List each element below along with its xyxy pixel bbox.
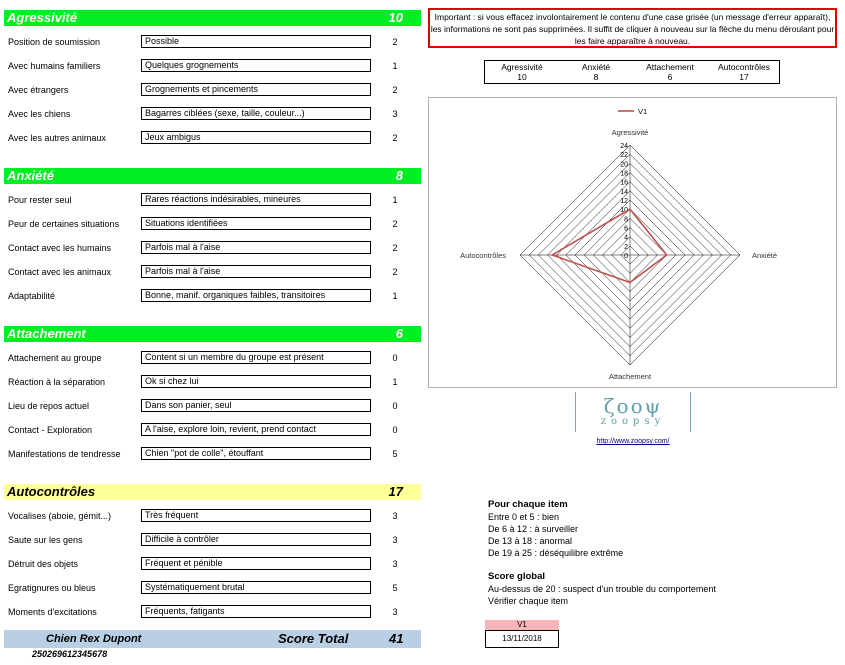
item-points: 5 (392, 583, 398, 593)
item-label: Egratignures ou bleus (8, 583, 96, 593)
item-dropdown[interactable]: Fréquents, fatigants (141, 605, 371, 618)
item-dropdown[interactable]: Grognements et pincements (141, 83, 371, 96)
item-row (0, 351, 421, 365)
item-dropdown[interactable]: Jeux ambigus (141, 131, 371, 144)
item-row (0, 399, 421, 413)
item-row (0, 289, 421, 303)
item-label: Adaptabilité (8, 291, 56, 301)
item-label: Attachement au groupe (8, 353, 102, 363)
radar-tick-label: 8 (624, 216, 628, 224)
section-header (4, 10, 421, 26)
summary-autocontroles: Autocontrôles 17 (718, 62, 770, 82)
radar-tick-label: 24 (620, 143, 628, 150)
item-points: 3 (392, 559, 398, 569)
legend-title-items: Pour chaque item (488, 499, 568, 510)
radar-tick-label: 22 (620, 152, 628, 160)
radar-tick-label: 2 (624, 243, 628, 251)
logo-url-link[interactable]: http://www.zoopsy.com/ (596, 438, 670, 445)
section-title: Autocontrôles (7, 484, 96, 499)
legend-line: Entre 0 et 5 : bien (488, 512, 560, 522)
item-row (0, 265, 421, 279)
summary-table (484, 60, 780, 84)
item-label: Avec les chiens (8, 109, 71, 119)
item-label: Manifestations de tendresse (8, 449, 121, 459)
item-dropdown[interactable]: Très fréquent (141, 509, 371, 522)
item-row (0, 533, 421, 547)
item-label: Lieu de repos actuel (8, 401, 90, 411)
radar-chart (428, 97, 837, 388)
radar-tick-label: 18 (620, 170, 628, 178)
item-dropdown[interactable]: Systématiquement brutal (141, 581, 371, 594)
item-points: 0 (392, 425, 398, 435)
legend-line: Vérifier chaque item (488, 596, 569, 606)
radar-series-line (552, 209, 667, 282)
item-label: Avec humains familiers (8, 61, 101, 71)
item-row (0, 193, 421, 207)
item-points: 1 (392, 377, 398, 387)
summary-anxiete: Anxiété 8 (581, 62, 611, 82)
item-row (0, 423, 421, 437)
section-header (4, 484, 421, 500)
item-dropdown[interactable]: Content si un membre du groupe est présent (141, 351, 371, 364)
logo-brand-text: zoopsy (600, 416, 666, 427)
section-title: Agressivité (7, 10, 78, 25)
item-label: Avec les autres animaux (8, 133, 106, 143)
section-header (4, 326, 421, 342)
summary-attachement: Attachement 6 (646, 62, 694, 82)
radar-tick-label: 20 (620, 161, 628, 169)
item-row (0, 241, 421, 255)
section-score: 10 (388, 10, 403, 25)
item-points: 2 (392, 133, 398, 143)
item-row (0, 605, 421, 619)
section-header (4, 168, 421, 184)
item-label: Vocalises (aboie, gémit...) (8, 511, 112, 521)
item-dropdown[interactable]: Situations identifiées (141, 217, 371, 230)
radar-category-label: Agressivité (611, 128, 649, 137)
item-row (0, 35, 421, 49)
section-title: Anxiété (7, 168, 54, 183)
item-row (0, 557, 421, 571)
item-dropdown[interactable]: Ok si chez lui (141, 375, 371, 388)
item-points: 0 (392, 401, 398, 411)
radar-tick-label: 12 (620, 198, 628, 205)
section-score: 8 (395, 168, 403, 183)
item-dropdown[interactable]: Bonne, manif. organiques faibles, transitoires (141, 289, 371, 302)
item-points: 2 (392, 267, 398, 277)
version-label: V1 (485, 620, 559, 630)
item-label: Moments d'excitations (8, 607, 97, 617)
item-row (0, 131, 421, 145)
radar-tick-label: 14 (620, 188, 628, 196)
item-points: 0 (392, 353, 398, 363)
legend-line: De 19 à 25 : déséquilibre extrême (488, 548, 624, 558)
item-row (0, 217, 421, 231)
item-points: 3 (392, 109, 398, 119)
item-label: Peur de certaines situations (8, 219, 120, 229)
item-points: 1 (392, 291, 398, 301)
legend-title-global: Score global (488, 571, 546, 582)
warning-note: Important : si vous effacez involontairement le contenu d'une case grisée (un message d'erreur apparaît), les informations ne sont pas supprimées. Il suffit de cliquer à nouveau sur la flèche du menu déroulant pour les faire apparaître à nouveau. (428, 8, 837, 48)
chip-number: 250269612345678 (32, 649, 108, 659)
item-dropdown[interactable]: Rares réactions indésirables, mineures (141, 193, 371, 206)
section-score: 6 (395, 326, 403, 341)
summary-agressivite: Agressivité 10 (501, 62, 543, 82)
item-points: 3 (392, 607, 398, 617)
radar-tick-label: 10 (620, 207, 628, 215)
item-label: Pour rester seul (8, 195, 72, 205)
item-dropdown[interactable]: Quelques grognements (141, 59, 371, 72)
dog-name: Chien Rex Dupont (46, 633, 142, 645)
radar-category-label: Attachement (608, 372, 652, 381)
item-label: Contact avec les humains (8, 243, 112, 253)
item-points: 2 (392, 37, 398, 47)
item-points: 1 (392, 195, 398, 205)
item-points: 3 (392, 535, 398, 545)
item-dropdown[interactable]: Difficile à contrôler (141, 533, 371, 546)
section-title: Attachement (7, 326, 86, 341)
legend-line: De 6 à 12 : à surveiller (488, 524, 579, 534)
item-row (0, 509, 421, 523)
radar-tick-label: 16 (620, 179, 628, 187)
item-row (0, 83, 421, 97)
radar-tick-label: 4 (624, 234, 628, 242)
item-points: 2 (392, 85, 398, 95)
radar-svg (429, 98, 838, 389)
radar-tick-label: 6 (624, 225, 628, 233)
item-points: 5 (392, 449, 398, 459)
item-dropdown[interactable]: Parfois mal à l'aise (141, 265, 371, 278)
radar-category-label: Autocontrôles (460, 251, 506, 260)
item-label: Contact - Exploration (8, 425, 93, 435)
version-date: 13/11/2018 (485, 630, 559, 648)
item-row (0, 447, 421, 461)
item-points: 1 (392, 61, 398, 71)
item-row (0, 375, 421, 389)
item-label: Avec étrangers (8, 85, 69, 95)
item-label: Détruit des objets (8, 559, 79, 569)
total-label: Score Total (278, 631, 349, 646)
item-label: Réaction à la séparation (8, 377, 106, 387)
item-label: Saute sur les gens (8, 535, 83, 545)
item-dropdown[interactable]: Parfois mal à l'aise (141, 241, 371, 254)
item-dropdown[interactable]: Fréquent et pénible (141, 557, 371, 570)
item-points: 2 (392, 243, 398, 253)
legend-line: Au-dessus de 20 : suspect d'un trouble du comportement (488, 584, 716, 594)
item-dropdown[interactable]: Chien "pot de colle", étouffant (141, 447, 371, 460)
item-label: Position de soumission (8, 37, 101, 47)
item-points: 2 (392, 219, 398, 229)
total-bar (4, 630, 421, 648)
item-row (0, 581, 421, 595)
total-score: 41 (389, 631, 404, 646)
legend-line: De 13 à 18 : anormal (488, 536, 573, 546)
section-score: 17 (388, 484, 403, 499)
item-label: Contact avec les animaux (8, 267, 112, 277)
item-dropdown[interactable]: Possible (141, 35, 371, 48)
item-row (0, 107, 421, 121)
legend-label: V1 (638, 107, 648, 116)
item-dropdown[interactable]: Bagarres ciblées (sexe, taille, couleur...) (141, 107, 371, 120)
item-row (0, 59, 421, 73)
radar-tick-label: 0 (624, 253, 628, 260)
zoopsy-logo[interactable] (573, 392, 693, 450)
radar-category-label: Anxiété (752, 251, 778, 260)
item-dropdown[interactable]: Dans son panier, seul (141, 399, 371, 412)
item-dropdown[interactable]: A l'aise, explore loin, revient, prend contact (141, 423, 371, 436)
logo-brand: ζοοψ (603, 394, 663, 418)
item-points: 3 (392, 511, 398, 521)
